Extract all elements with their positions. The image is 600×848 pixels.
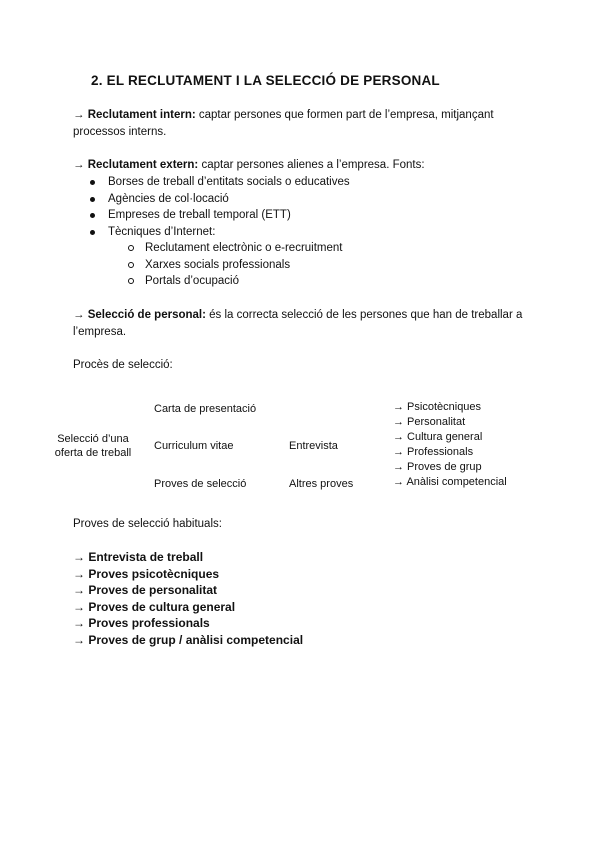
reclutament-intern-text: captar persones que formen part de l’empresa, mitjançant processos interns. [73, 109, 494, 138]
reclutament-extern-text: captar persones alienes a l’empresa. Fonts: [198, 159, 425, 171]
list-item: → Proves de personalitat [73, 583, 218, 597]
list-item: → Entrevista de treball [73, 550, 204, 564]
diagram-test-types [393, 400, 507, 490]
section-heading: 2. EL RECLUTAMENT I LA SELECCIÓ DE PERSONAL [91, 73, 440, 88]
list-item: → Proves de grup / anàlisi competencial [73, 632, 304, 647]
list-item: → Psicotècniques [393, 401, 482, 413]
seleccio-personal-text: és la correcta selecció de les persones que han de treballar a l’empresa. [73, 309, 523, 338]
proves-label: Proves de selecció habituals: [73, 518, 222, 530]
list-item: → Personalitat [393, 416, 466, 428]
list-item: Agències de col·locació [108, 191, 350, 208]
list-item: Tècniques d’Internet: [108, 224, 350, 241]
seleccio-personal-paragraph [73, 307, 533, 341]
list-item: Portals d’ocupació [145, 273, 343, 290]
reclutament-intern-label: → Reclutament intern: [73, 109, 196, 121]
list-item: → Proves de grup [393, 461, 482, 473]
diagram-entrevista: Entrevista [289, 440, 338, 452]
diagram-proves: Proves de selecció [154, 478, 247, 490]
diagram-altres-proves: Altres proves [289, 478, 354, 490]
list-item: → Cultura general [393, 431, 483, 443]
diagram-curriculum: Curriculum vitae [154, 440, 234, 452]
list-item: → Proves professionals [73, 616, 210, 630]
reclutament-intern-paragraph [73, 107, 533, 141]
list-item: Xarxes socials professionals [145, 257, 343, 274]
seleccio-personal-label: → Selecció de personal: [73, 309, 206, 321]
list-item: → Proves psicotècniques [73, 566, 220, 581]
list-item: → Anàlisi competencial [393, 476, 507, 488]
list-item: → Proves de cultura general [73, 599, 236, 614]
reclutament-extern-paragraph [73, 157, 533, 174]
fonts-list [108, 174, 350, 240]
internet-techniques-list [145, 240, 343, 290]
proves-list [73, 549, 303, 648]
diagram-carta: Carta de presentació [154, 403, 257, 415]
list-item: Reclutament electrònic o e-recruitment [145, 240, 343, 257]
list-item: Empreses de treball temporal (ETT) [108, 207, 350, 224]
reclutament-extern-label: → Reclutament extern: [73, 159, 199, 171]
list-item: Borses de treball d’entitats socials o educatives [108, 174, 350, 191]
diagram-start-node: Selecció d’una oferta de treball [54, 433, 132, 459]
list-item: → Professionals [393, 446, 474, 458]
proces-label: Procès de selecció: [73, 359, 173, 371]
